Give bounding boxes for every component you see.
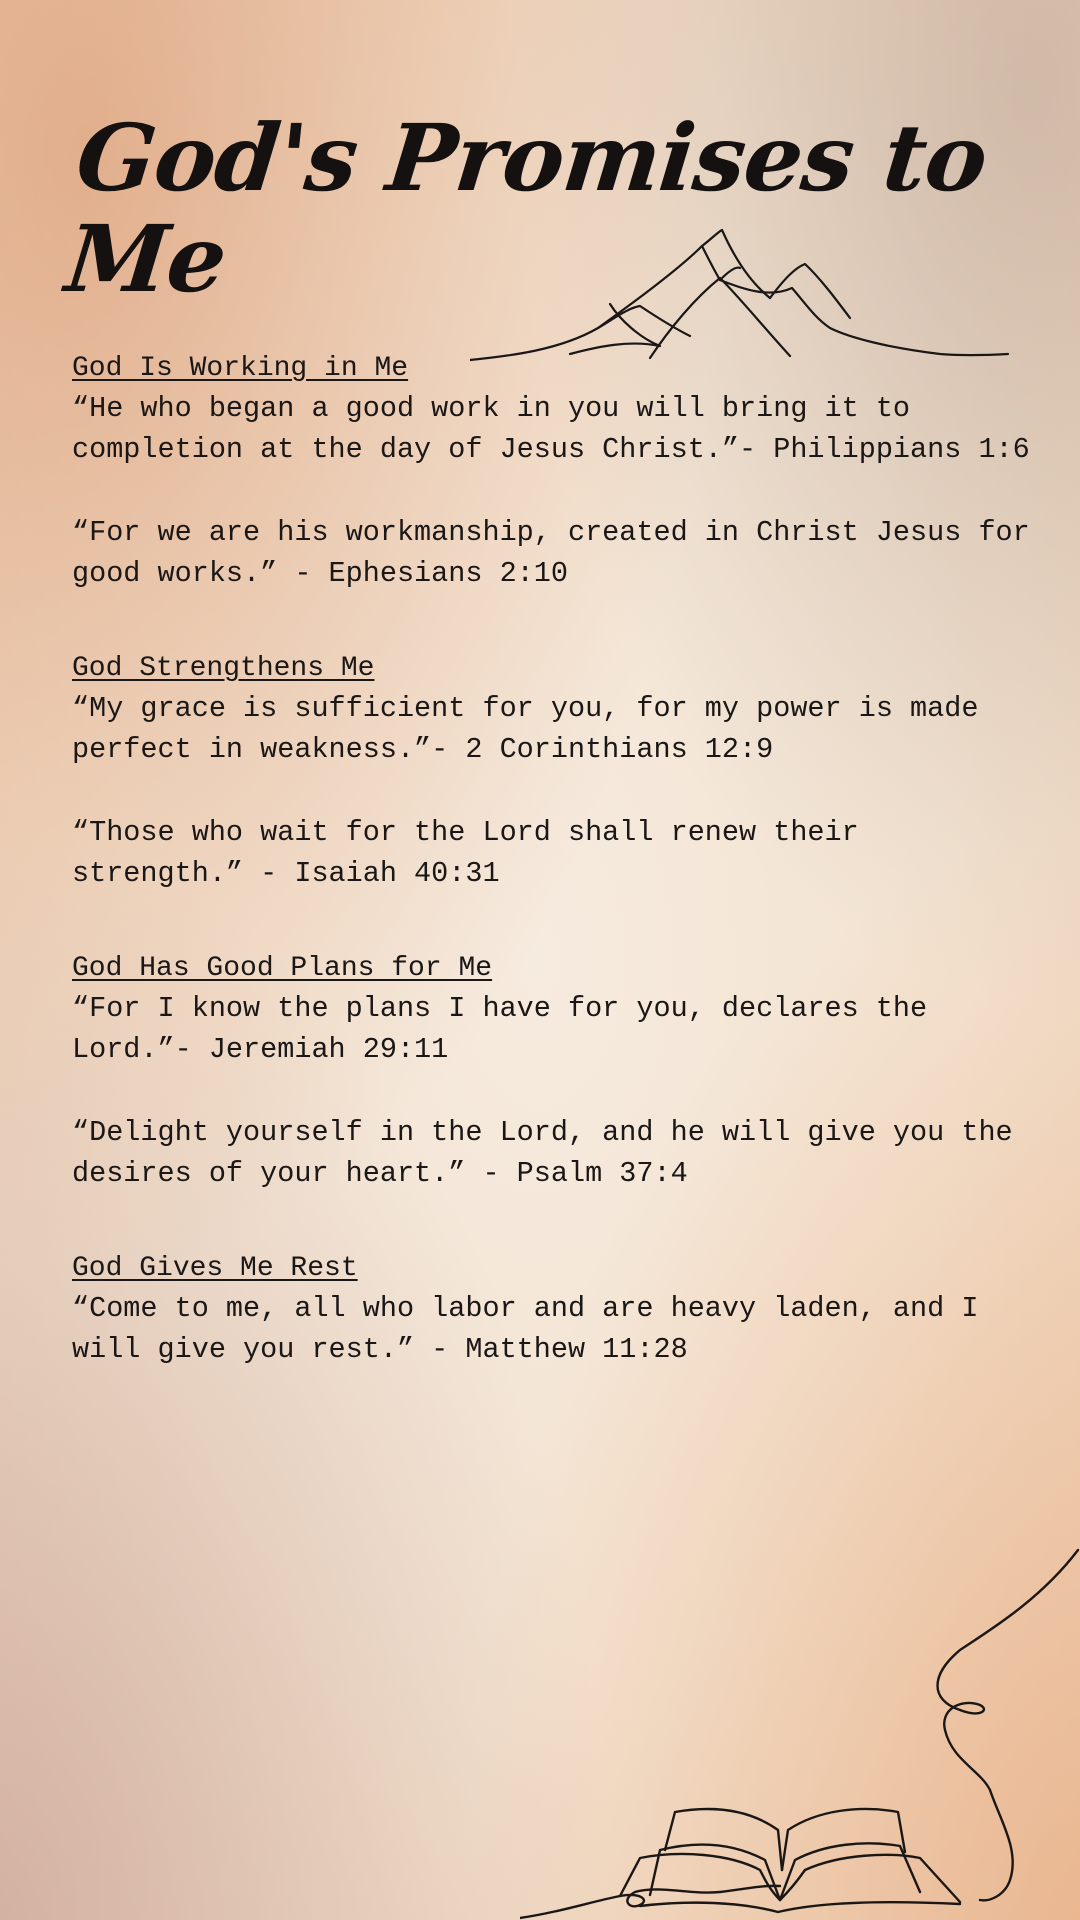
mountains-line-art xyxy=(470,228,1010,368)
verse: “My grace is sufficient for you, for my power is made perfect in weakness.”- 2 Corinthians 12:9 xyxy=(72,692,979,766)
verse: “Come to me, all who labor and are heavy laden, and I will give you rest.” - Matthew 11:28 xyxy=(72,1292,979,1366)
promises-list xyxy=(72,350,1032,1426)
verse: “Delight yourself in the Lord, and he will give you the desires of your heart.” - Psalm 37:4 xyxy=(72,1116,1013,1190)
verse: “For we are his workmanship, created in Christ Jesus for good works.” - Ephesians 2:10 xyxy=(72,516,1030,590)
open-bible-line-art xyxy=(520,1540,1080,1920)
section-strengthens xyxy=(72,650,1032,894)
verse: “For I know the plans I have for you, declares the Lord.”- Jeremiah 29:11 xyxy=(72,992,928,1066)
verse: “He who began a good work in you will bring it to completion at the day of Jesus Christ.”- Philippians 1:6 xyxy=(72,392,1030,466)
verse: “Those who wait for the Lord shall renew their strength.” - Isaiah 40:31 xyxy=(72,816,859,890)
page-title: God's Promises to Me xyxy=(61,104,992,314)
section-rest xyxy=(72,1250,1032,1370)
section-plans xyxy=(72,950,1032,1194)
section-heading: God Strengthens Me xyxy=(72,653,375,684)
section-heading: God Is Working in Me xyxy=(72,353,409,384)
section-heading: God Has Good Plans for Me xyxy=(72,953,493,984)
section-working xyxy=(72,350,1032,594)
section-heading: God Gives Me Rest xyxy=(72,1253,358,1284)
